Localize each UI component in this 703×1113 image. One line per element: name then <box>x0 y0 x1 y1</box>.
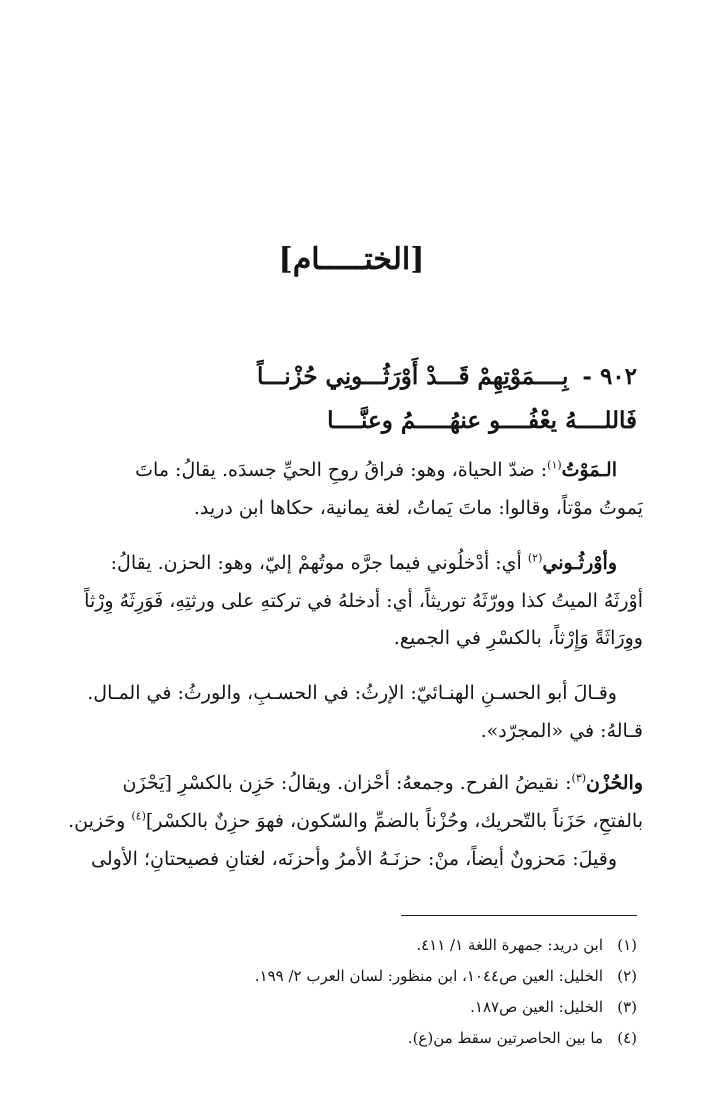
footnote-ref: (٤) <box>131 809 146 823</box>
commentary-paragraph <box>59 452 643 527</box>
line-text: أي: أدْخلُوني فيما جرَّه موتُهمْ إليّ، وهو: الحزن. يقالُ: <box>110 552 528 574</box>
text-line: ووِرَاثَةً وَإِرْثاً، بالكسْرِ في الجميع. <box>393 627 643 649</box>
verse-line-1 <box>257 360 637 394</box>
footnote-item <box>53 992 637 1023</box>
text-line: قـالهُ: في «المجرّد». <box>480 719 643 742</box>
footnote-text: الخليل: العين ص١٠٤٤، ابن منظور: لسان العرب ٢/ ١٩٩. <box>254 967 603 985</box>
defined-term: وأوْرثُـوني <box>542 552 617 574</box>
footnote-item <box>53 1023 637 1054</box>
commentary-paragraph <box>59 841 643 879</box>
footnote-number: (٢) <box>617 967 637 985</box>
footnote-number: (١) <box>617 936 637 954</box>
verse-number: ٩٠٢ - <box>582 363 637 390</box>
footnote-item <box>53 961 637 992</box>
footnote-ref: (١) <box>547 458 562 472</box>
line-text: وحَزين. <box>68 809 132 832</box>
footnotes <box>53 930 637 1054</box>
defined-term: الـمَوْتُ <box>561 459 617 481</box>
footnote-text: الخليل: العين ص١٨٧. <box>470 998 603 1016</box>
text-line <box>59 452 643 490</box>
footnote-text: ابن دريد: جمهرة اللغة ١/ ٤١١. <box>416 936 603 954</box>
commentary-paragraph <box>59 765 643 840</box>
defined-term: والحُزْن <box>586 772 643 794</box>
footnote-number: (٣) <box>617 998 637 1016</box>
text-line: وقـالَ أبو الحسـنِ الهنـائيّ: الإرثُ: في الحسـبِ، والورثُ: في المـال. <box>87 682 617 704</box>
line-text: : ضدّ الحياة، وهو: فراقُ روحِ الحيِّ جسدَه. يقالُ: ماتَ <box>135 459 548 481</box>
text-line: وقيلَ: مَحزونٌ أيضاً، منْ: حزنَـهُ الأمرُ وأحزنَه، لغتانِ فصيحتانِ؛ الأولى <box>91 848 617 870</box>
text-line <box>59 803 643 841</box>
footnote-ref: (٣) <box>571 771 587 785</box>
text-line: أوْرثَهُ الميتُ كذا وورّثَهُ توريثاً، أي: أدخلهُ في تركتهِ على ورثتِهِ، فَوَرِثَهُ وِرْثاً <box>84 589 643 612</box>
verse-hemistich-1: بِــــمَوْتِهِمْ قَـــدْ أَوْرَثُـــونِي حُزْنـــاً <box>257 363 569 390</box>
footnote-divider <box>401 915 637 916</box>
line-text: : نقيضُ الفرح. وجمعهُ: أحْزان. ويقالُ: حَزِن بالكسْرِ [يَحْزَن <box>122 772 572 794</box>
footnote-number: (٤) <box>617 1029 637 1047</box>
text-line: يَموتُ موْتاً، وقالوا: ماتَ يَماتُ، لغة يمانية، حكاها ابن دريد. <box>193 496 643 519</box>
footnote-text: ما بين الحاصرتين سقط من(ع). <box>407 1029 603 1047</box>
commentary-paragraph <box>59 675 643 750</box>
footnote-ref: (٢) <box>527 551 543 565</box>
verse-line-2: فَاللــــهُ يعْفُــــو عنهُـــــمُ وعنَّــــا <box>327 407 637 434</box>
text-line <box>59 545 643 583</box>
line-text: بالفتحِ، حَزَناً بالتّحريك، وحُزْناً بالضمِّ والسّكون، فهوَ حزِنٌ بالكسْر] <box>145 809 643 832</box>
chapter-title: [الختـــــام] <box>278 242 425 277</box>
footnote-item <box>53 930 637 961</box>
text-line <box>59 765 643 803</box>
commentary-paragraph <box>59 545 643 658</box>
